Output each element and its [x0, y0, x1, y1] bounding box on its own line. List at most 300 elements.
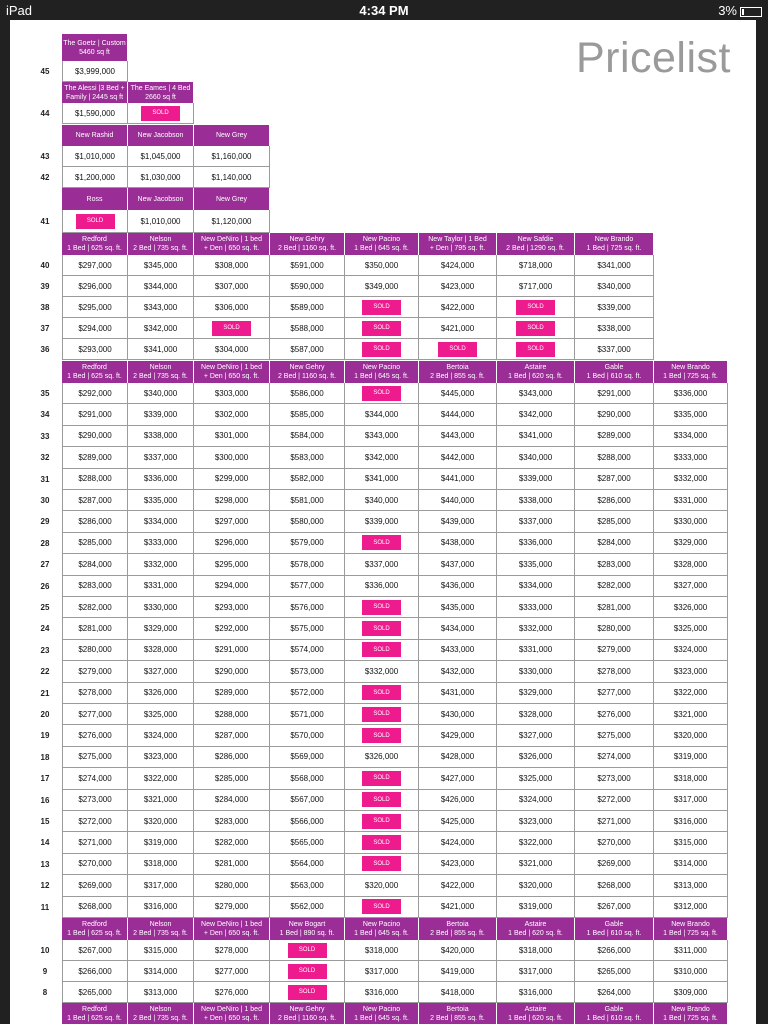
price-row [62, 490, 728, 511]
price-cell: $326,000 [128, 683, 194, 704]
header-line: 1 Bed | 725 sq. ft. [663, 373, 718, 380]
price-cell: $327,000 [497, 725, 575, 746]
price-cell: $584,000 [270, 426, 345, 447]
column-header [62, 361, 128, 383]
price-row [62, 618, 728, 639]
price-cell: $319,000 [497, 897, 575, 918]
price-cell: $332,000 [497, 618, 575, 639]
sold-badge: SOLD [362, 856, 401, 871]
price-cell: $574,000 [270, 640, 345, 661]
battery-percent: 3% [718, 3, 737, 18]
price-cell [497, 297, 575, 318]
upper-header [62, 125, 270, 146]
price-cell: $428,000 [419, 747, 497, 768]
price-cell: $343,000 [128, 297, 194, 318]
column-header [270, 918, 345, 940]
sold-badge: SOLD [438, 342, 477, 357]
price-cell: $275,000 [575, 725, 654, 746]
floor-number: 23 [40, 645, 50, 655]
price-cell: $267,000 [575, 897, 654, 918]
price-cell: $283,000 [575, 554, 654, 575]
price-cell: $439,000 [419, 511, 497, 532]
price-cell: $283,000 [194, 811, 270, 832]
price-cell: $268,000 [62, 897, 128, 918]
header-line: 2 Bed | 735 sq. ft. [133, 1014, 188, 1022]
header-line: The Eames | 4 Bed [130, 84, 191, 92]
header-line: New Rashid [75, 132, 114, 139]
floor-number: 11 [40, 902, 50, 912]
price-row [62, 469, 728, 490]
sold-badge: SOLD [362, 621, 401, 636]
price-cell: $282,000 [62, 597, 128, 618]
price-cell: $344,000 [345, 404, 419, 425]
price-cell: $343,000 [497, 383, 575, 404]
floor-number: 17 [40, 774, 50, 784]
floor-number: 36 [40, 345, 50, 354]
price-cell: $286,000 [575, 490, 654, 511]
sold-badge: SOLD [76, 214, 115, 229]
column-header [654, 361, 728, 383]
price-cell: $270,000 [575, 832, 654, 853]
price-cell: $299,000 [194, 469, 270, 490]
price-cell: $331,000 [497, 640, 575, 661]
price-cell: $341,000 [575, 255, 654, 276]
price-cell: $436,000 [419, 576, 497, 597]
price-cell: $338,000 [497, 490, 575, 511]
price-row [62, 683, 728, 704]
header-line: 1 Bed | 625 sq. ft. [67, 245, 122, 252]
price-cell: $321,000 [128, 790, 194, 811]
header-line: 1 Bed | 625 sq. ft. [67, 1014, 122, 1022]
price-row [62, 511, 728, 532]
sold-badge: SOLD [288, 964, 327, 979]
price-cell: $437,000 [419, 554, 497, 575]
header-line: + Den | 650 sq. ft. [203, 930, 260, 937]
floor-number: 26 [40, 581, 50, 591]
price-cell: $287,000 [194, 725, 270, 746]
price-cell: $339,000 [345, 511, 419, 532]
price-cell: $277,000 [62, 704, 128, 725]
price-cell: $317,000 [654, 790, 728, 811]
price-cell: $317,000 [345, 961, 419, 982]
price-cell: $340,000 [497, 447, 575, 468]
price-cell: $433,000 [419, 640, 497, 661]
price-cell: $344,000 [128, 276, 194, 297]
price-cell: $341,000 [497, 426, 575, 447]
column-header [62, 34, 128, 61]
column-header [194, 233, 270, 255]
column-header [419, 1003, 497, 1024]
price-row [62, 61, 128, 82]
price-cell: $342,000 [345, 447, 419, 468]
price-cell: $325,000 [128, 704, 194, 725]
price-cell: $577,000 [270, 576, 345, 597]
price-cell: $265,000 [575, 961, 654, 982]
price-cell: $424,000 [419, 832, 497, 853]
price-cell: $573,000 [270, 661, 345, 682]
price-cell: $341,000 [345, 469, 419, 490]
sold-badge: SOLD [362, 321, 401, 336]
price-cell: $291,000 [194, 640, 270, 661]
column-header [62, 233, 128, 255]
price-cell: $313,000 [654, 875, 728, 896]
header-line: Nelson [149, 1005, 172, 1013]
price-cell: $581,000 [270, 490, 345, 511]
price-row [62, 640, 728, 661]
floor-number: 41 [40, 217, 50, 226]
floor-number: 10 [40, 946, 50, 955]
floor-number: 8 [42, 988, 48, 997]
price-cell: $440,000 [419, 490, 497, 511]
header-line: Nelson [149, 364, 172, 371]
price-cell: $329,000 [128, 618, 194, 639]
price-row [62, 210, 270, 233]
price-cell [345, 811, 419, 832]
price-cell: $570,000 [270, 725, 345, 746]
price-cell: $273,000 [62, 790, 128, 811]
header-line: Gable [604, 1005, 624, 1013]
price-cell: $301,000 [194, 426, 270, 447]
header-line: Redford [82, 921, 107, 928]
header-line: Redford [82, 1005, 107, 1013]
header-line: New DeNiro | 1 bed [201, 236, 262, 243]
price-cell [345, 790, 419, 811]
price-row [62, 768, 728, 789]
header-line: New Brando [594, 236, 634, 243]
header-line: New Pacino [362, 236, 401, 243]
price-cell: $309,000 [654, 982, 728, 1003]
column-header [128, 233, 194, 255]
price-cell: $294,000 [62, 318, 128, 339]
header-line: New Grey [215, 132, 248, 139]
sold-badge: SOLD [362, 707, 401, 722]
sold-badge: SOLD [362, 386, 401, 401]
price-cell: $587,000 [270, 339, 345, 360]
header-line: + Den | 650 sq. ft. [203, 1014, 260, 1022]
floor-number: 33 [40, 431, 50, 441]
price-row [62, 404, 728, 425]
header-line: 1 Bed | 645 sq. ft. [354, 245, 409, 252]
floor-number: 25 [40, 603, 50, 612]
price-cell: $266,000 [575, 940, 654, 961]
price-cell: $289,000 [575, 426, 654, 447]
floor-number: 28 [40, 538, 50, 548]
price-cell: $578,000 [270, 554, 345, 575]
column-header [62, 82, 128, 103]
header-line: New DeNiro | 1 bed [201, 1005, 262, 1013]
price-cell: $316,000 [654, 811, 728, 832]
price-cell: $339,000 [497, 469, 575, 490]
header-line: 5460 sq ft [79, 48, 110, 56]
sold-badge: SOLD [362, 642, 401, 657]
price-cell: $332,000 [345, 661, 419, 682]
price-cell [128, 103, 194, 124]
sold-badge: SOLD [362, 600, 401, 615]
price-cell: $277,000 [575, 683, 654, 704]
price-cell: $568,000 [270, 768, 345, 789]
price-cell: $315,000 [654, 832, 728, 853]
price-cell: $320,000 [345, 875, 419, 896]
price-cell: $338,000 [128, 426, 194, 447]
column-header [419, 361, 497, 383]
price-cell: $292,000 [62, 383, 128, 404]
price-cell: $321,000 [654, 704, 728, 725]
price-cell: $278,000 [575, 661, 654, 682]
header-line: New Brando [671, 1005, 710, 1013]
header-line: New Pacino [362, 364, 401, 371]
column-header [194, 918, 270, 940]
price-cell: $1,140,000 [194, 167, 270, 188]
penthouse-header [62, 34, 128, 61]
floor-number: 35 [40, 389, 50, 398]
price-cell [345, 768, 419, 789]
price-cell: $331,000 [128, 576, 194, 597]
floor-number: 38 [40, 303, 50, 312]
price-cell: $421,000 [419, 897, 497, 918]
price-cell: $426,000 [419, 790, 497, 811]
price-row [62, 576, 728, 597]
price-cell: $1,200,000 [62, 167, 128, 188]
header-line: Astaire [524, 1005, 547, 1013]
price-cell [497, 318, 575, 339]
price-cell: $319,000 [128, 832, 194, 853]
price-cell: $336,000 [345, 576, 419, 597]
price-cell: $335,000 [497, 554, 575, 575]
price-cell [497, 339, 575, 360]
price-cell: $342,000 [128, 318, 194, 339]
price-cell: $564,000 [270, 854, 345, 875]
price-row [62, 318, 654, 339]
column-header [194, 188, 270, 210]
price-cell: $317,000 [128, 875, 194, 896]
price-row [62, 383, 728, 404]
price-cell: $340,000 [575, 276, 654, 297]
column-header [270, 1003, 345, 1024]
price-cell: $441,000 [419, 469, 497, 490]
price-row [62, 704, 728, 725]
header-line: 2 Bed | 1160 sq. ft. [277, 1014, 337, 1022]
header-line: 1 Bed | 620 sq. ft. [508, 373, 563, 380]
price-cell: $318,000 [345, 940, 419, 961]
price-cell: $296,000 [62, 276, 128, 297]
price-cell: $333,000 [497, 597, 575, 618]
price-cell [345, 704, 419, 725]
header-line: 1 Bed | 610 sq. ft. [586, 373, 642, 380]
price-cell: $589,000 [270, 297, 345, 318]
header-line: 1 Bed | 645 sq. ft. [354, 1014, 409, 1022]
price-cell: $274,000 [575, 747, 654, 768]
price-cell: $293,000 [194, 597, 270, 618]
price-cell: $316,000 [497, 982, 575, 1003]
price-cell: $268,000 [575, 875, 654, 896]
price-cell [345, 832, 419, 853]
price-cell: $445,000 [419, 383, 497, 404]
price-cell: $444,000 [419, 404, 497, 425]
price-cell: $571,000 [270, 704, 345, 725]
price-cell: $307,000 [194, 276, 270, 297]
price-cell: $585,000 [270, 404, 345, 425]
price-cell: $350,000 [345, 255, 419, 276]
column-header [654, 918, 728, 940]
floor-number: 9 [42, 967, 48, 976]
price-cell: $566,000 [270, 811, 345, 832]
header-line: 2 Bed | 735 sq. ft. [133, 245, 188, 252]
price-cell: $291,000 [575, 383, 654, 404]
price-cell: $429,000 [419, 725, 497, 746]
column-header [194, 1003, 270, 1024]
price-cell: $314,000 [654, 854, 728, 875]
header-line: + Den | 795 sq. ft. [429, 245, 486, 252]
price-cell: $443,000 [419, 426, 497, 447]
price-cell: $349,000 [345, 276, 419, 297]
price-cell: $341,000 [128, 339, 194, 360]
price-cell: $332,000 [654, 469, 728, 490]
price-cell: $339,000 [575, 297, 654, 318]
price-cell: $333,000 [654, 447, 728, 468]
price-cell: $1,590,000 [62, 103, 128, 124]
price-row [62, 426, 728, 447]
header-line: 1 Bed | 890 sq. ft. [279, 930, 335, 937]
price-row [62, 897, 728, 918]
header-line: 1 Bed | 620 sq. ft. [508, 930, 563, 937]
header-line: New Gehry [289, 1005, 325, 1013]
header-line: New Gehry [289, 364, 325, 371]
header-line: New DeNiro | 1 bed [201, 921, 262, 928]
price-cell: $329,000 [497, 683, 575, 704]
price-row [62, 661, 728, 682]
price-cell: $318,000 [497, 940, 575, 961]
price-cell: $285,000 [62, 533, 128, 554]
price-cell: $340,000 [128, 383, 194, 404]
column-header [345, 361, 419, 383]
header-line: 2660 sq ft [145, 93, 176, 101]
price-cell: $270,000 [62, 854, 128, 875]
header-line: The Goetz | Custom [63, 39, 126, 47]
price-cell: $322,000 [128, 768, 194, 789]
price-cell: $717,000 [497, 276, 575, 297]
header-line: New Pacino [362, 1005, 401, 1013]
price-cell: $582,000 [270, 469, 345, 490]
header-line: New Grey [215, 195, 248, 203]
sold-badge: SOLD [516, 342, 555, 357]
column-header [419, 918, 497, 940]
header-line: Nelson [149, 921, 172, 928]
page-title: Pricelist [575, 34, 731, 82]
price-cell: $427,000 [419, 768, 497, 789]
price-cell: $331,000 [654, 490, 728, 511]
price-cell: $434,000 [419, 618, 497, 639]
floor-number: 21 [40, 688, 50, 698]
price-row [62, 533, 728, 554]
price-cell: $281,000 [194, 854, 270, 875]
price-cell: $327,000 [654, 576, 728, 597]
floor-number: 31 [40, 474, 50, 484]
price-cell: $326,000 [497, 747, 575, 768]
price-cell: $283,000 [62, 576, 128, 597]
price-cell: $326,000 [345, 747, 419, 768]
floor-number: 34 [40, 410, 50, 420]
price-cell: $328,000 [497, 704, 575, 725]
price-cell: $285,000 [575, 511, 654, 532]
price-cell: $264,000 [575, 982, 654, 1003]
price-cell: $1,010,000 [62, 146, 128, 167]
price-cell: $337,000 [345, 554, 419, 575]
sold-badge: SOLD [362, 685, 401, 700]
price-cell: $319,000 [654, 747, 728, 768]
header-line: + Den | 650 sq. ft. [203, 373, 260, 380]
price-cell: $442,000 [419, 447, 497, 468]
price-row [62, 875, 728, 896]
price-cell: $311,000 [654, 940, 728, 961]
header-line: Gable [604, 921, 624, 928]
price-row [62, 982, 728, 1003]
column-header [497, 1003, 575, 1024]
floor-number: 12 [40, 881, 50, 891]
column-header [575, 361, 654, 383]
column-header [345, 233, 419, 255]
price-row [62, 146, 270, 167]
floor-number: 32 [40, 453, 50, 463]
price-cell: $278,000 [62, 683, 128, 704]
column-header [497, 918, 575, 940]
price-cell: $336,000 [497, 533, 575, 554]
floor-number: 13 [40, 859, 50, 869]
price-cell: $271,000 [62, 832, 128, 853]
price-cell: $322,000 [654, 683, 728, 704]
price-cell: $276,000 [194, 982, 270, 1003]
price-cell: $320,000 [654, 725, 728, 746]
column-header [497, 233, 575, 255]
price-cell: $295,000 [194, 554, 270, 575]
price-cell: $335,000 [654, 404, 728, 425]
header-line: New Taylor | 1 Bed [428, 236, 487, 243]
price-cell: $324,000 [497, 790, 575, 811]
price-cell [270, 961, 345, 982]
price-row [62, 276, 654, 297]
header-line: Nelson [149, 236, 172, 243]
header-line: 2 Bed | 855 sq. ft. [430, 930, 485, 937]
price-cell: $337,000 [128, 447, 194, 468]
price-cell: $280,000 [62, 640, 128, 661]
price-cell: $329,000 [654, 533, 728, 554]
price-cell: $342,000 [497, 404, 575, 425]
price-cell: $279,000 [194, 897, 270, 918]
column-header [194, 125, 270, 146]
price-cell: $269,000 [575, 854, 654, 875]
price-cell: $435,000 [419, 597, 497, 618]
column-header [128, 188, 194, 210]
column-header [345, 918, 419, 940]
price-cell: $327,000 [128, 661, 194, 682]
header-line: Astaire [524, 921, 547, 928]
price-cell: $336,000 [654, 383, 728, 404]
price-cell: $323,000 [497, 811, 575, 832]
header-line: 1 Bed | 725 sq. ft. [663, 930, 718, 937]
price-cell: $279,000 [62, 661, 128, 682]
floor-number: 19 [40, 731, 50, 741]
price-cell: $330,000 [654, 511, 728, 532]
header-line: New Brando [671, 921, 710, 928]
price-cell: $280,000 [194, 875, 270, 896]
floor-number: 22 [40, 667, 50, 677]
sold-badge: SOLD [516, 321, 555, 336]
price-cell: $422,000 [419, 297, 497, 318]
sold-badge: SOLD [362, 342, 401, 357]
section-header [62, 361, 728, 383]
header-line: Bertoia [446, 921, 469, 928]
price-cell: $565,000 [270, 832, 345, 853]
header-line: New Jacobson [137, 195, 184, 203]
